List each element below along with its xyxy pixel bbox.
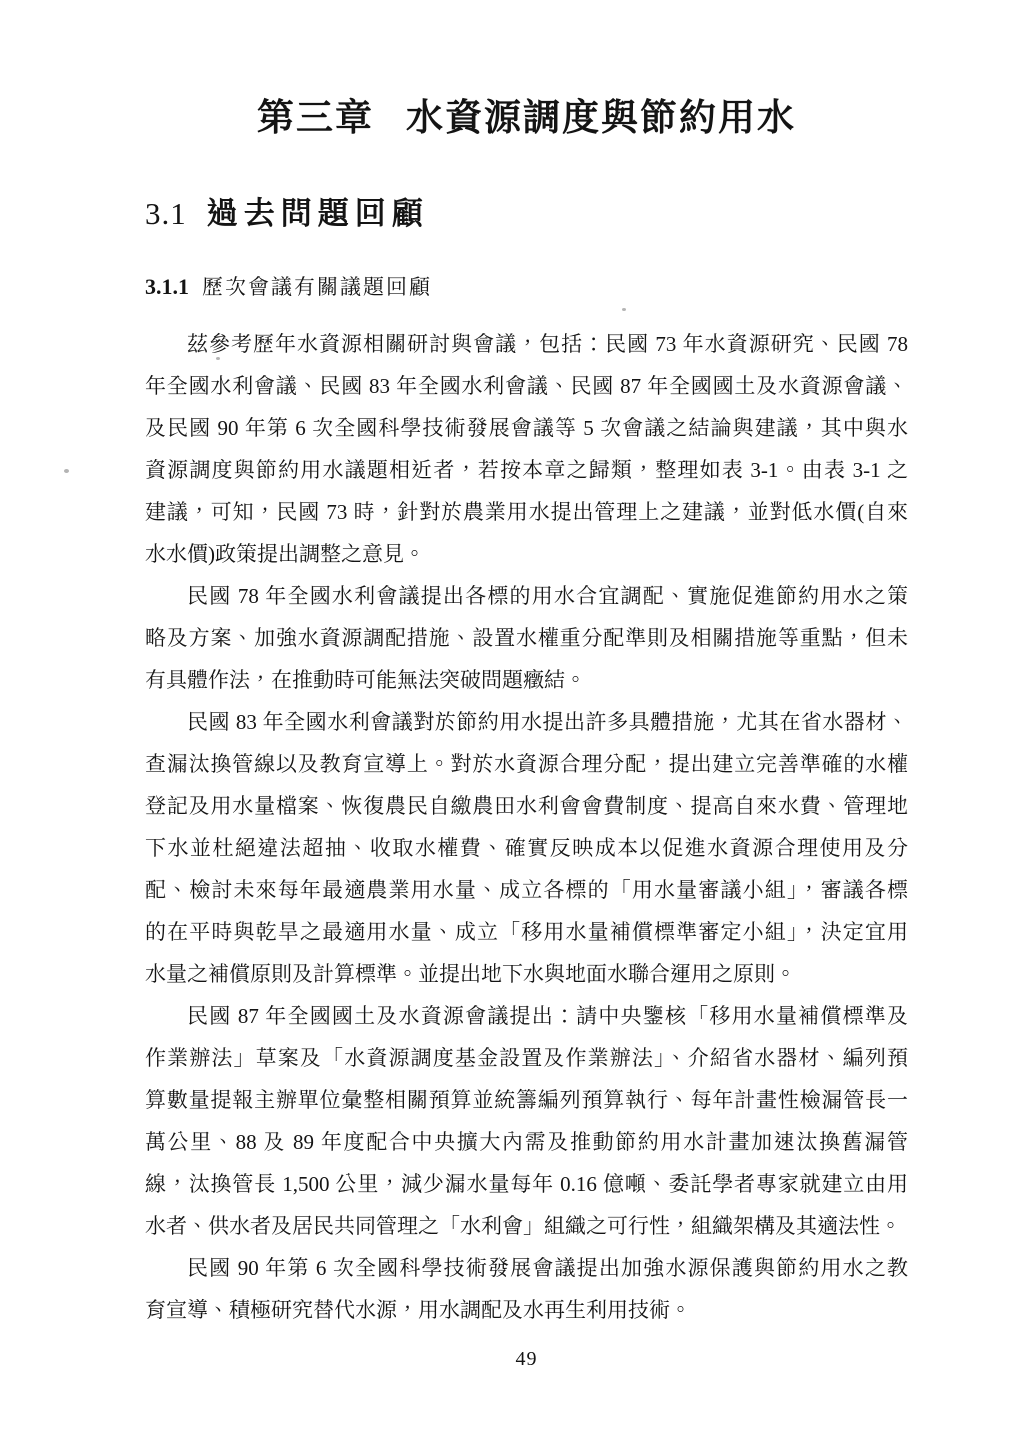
text-line: 算數量提報主辦單位彙整相關預算並統籌編列預算執行、每年計畫性檢漏管長一 [145,1088,908,1112]
paragraph [145,323,908,575]
paragraph [145,701,908,995]
text-line: 的在平時與乾旱之最適用水量、成立「移用水量補償標準審定小組」，決定宜用 [145,920,908,944]
text-line: 萬公里、88 及 89 年度配合中央擴大內需及推動節約用水計畫加速汰換舊漏管 [145,1130,908,1154]
section-number: 3.1 [145,196,187,231]
text-line: 建議，可知，民國 73 時，針對於農業用水提出管理上之建議，並對低水價(自來 [145,500,908,524]
text-line: 作業辦法」草案及「水資源調度基金設置及作業辦法」、介紹省水器材、編列預 [145,1046,908,1070]
scan-speck [622,308,626,311]
subsection-title-text: 歷次會議有關議題回顧 [202,275,432,299]
text-line: 民國 87 年全國國土及水資源會議提出：請中央鑒核「移用水量補償標準及 [187,1004,908,1028]
chapter-number: 第三章 [257,97,374,138]
subsection-number: 3.1.1 [145,274,189,299]
text-line: 水者、供水者及居民共同管理之「水利會」組織之可行性，組織架構及其適法性。 [145,1214,901,1238]
paragraph [145,1247,908,1331]
text-line: 水量之補償原則及計算標準。並提出地下水與地面水聯合運用之原則。 [145,962,796,986]
text-line: 線，汰換管長 1,500 公里，減少漏水量每年 0.16 億噸、委託學者專家就建立由用 [145,1172,908,1196]
chapter-heading [145,95,908,141]
body-text [145,323,908,1331]
text-line: 茲參考歷年水資源相關研討與會議，包括：民國 73 年水資源研究、民國 78 [187,332,908,356]
subsection-heading [145,271,908,303]
text-line: 下水並杜絕違法超抽、收取水權費、確實反映成本以促進水資源合理使用及分 [145,836,908,860]
text-line: 配、檢討未來每年最適農業用水量、成立各標的「用水量審議小組」，審議各標 [145,878,908,902]
text-line: 略及方案、加強水資源調配措施、設置水權重分配準則及相關措施等重點，但未 [145,626,908,650]
text-line: 育宣導、積極研究替代水源，用水調配及水再生利用技術。 [145,1298,691,1322]
text-line: 資源調度與節約用水議題相近者，若按本章之歸類，整理如表 3-1。由表 3-1 之 [145,458,908,482]
paragraph [145,575,908,701]
text-line: 及民國 90 年第 6 次全國科學技術發展會議等 5 次會議之結論與建議，其中與水 [145,416,908,440]
chapter-title-text: 水資源調度與節約用水 [406,97,796,138]
scan-speck [216,357,220,360]
page-content [145,0,908,1331]
text-line: 有具體作法，在推動時可能無法突破問題癥結。 [145,668,586,692]
text-line: 登記及用水量檔案、恢復農民自繳農田水利會會費制度、提高自來水費、管理地 [145,794,908,818]
text-line: 水水價)政策提出調整之意見。 [145,542,425,566]
paragraph [145,995,908,1247]
section-title-text: 過去問題回顧 [206,196,429,231]
text-line: 民國 78 年全國水利會議提出各標的用水合宜調配、實施促進節約用水之策 [187,584,908,608]
text-line: 年全國水利會議、民國 83 年全國水利會議、民國 87 年全國國土及水資源會議、 [145,374,908,398]
text-line: 民國 83 年全國水利會議對於節約用水提出許多具體措施，尤其在省水器材、 [187,710,908,734]
page-number: 49 [515,1348,538,1370]
text-line: 民國 90 年第 6 次全國科學技術發展會議提出加強水源保護與節約用水之教 [187,1256,908,1280]
scan-speck [64,469,69,473]
text-line: 查漏汰換管線以及教育宣導上。對於水資源合理分配，提出建立完善準確的水權 [145,752,908,776]
section-heading [145,191,908,237]
